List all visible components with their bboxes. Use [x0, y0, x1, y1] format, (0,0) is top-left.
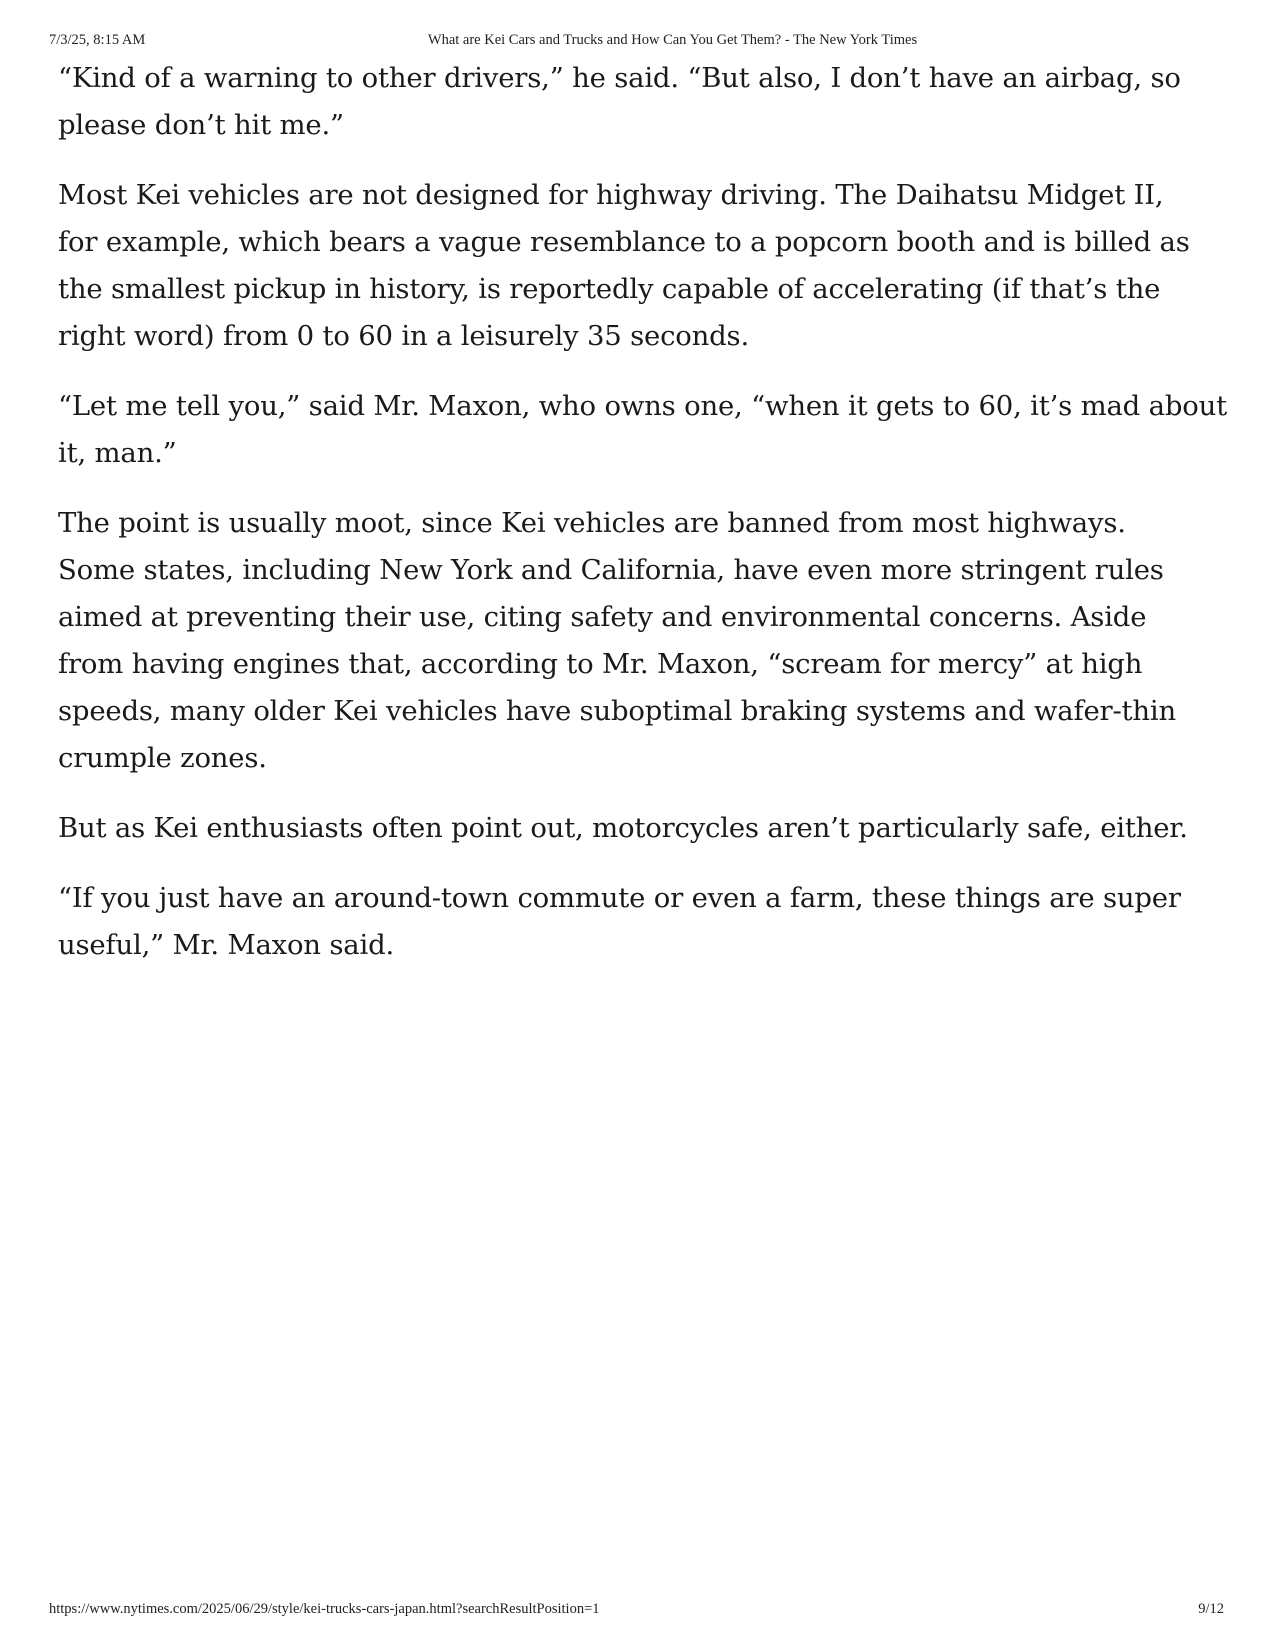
article-paragraph: Most Kei vehicles are not designed for highway driving. The Daihatsu Midget II, for example, which bears a vague resemblance to a popcorn booth and is billed as the smallest pickup in history, is reportedly capable of accelerating (if that’s the right word) from 0 to 60 in a leisurely 35 seconds.	[58, 179, 1190, 352]
article-body	[58, 55, 1233, 992]
print-header	[49, 32, 1226, 52]
print-date: 7/3/25, 8:15 AM	[49, 32, 146, 48]
article-paragraph: But as Kei enthusiasts often point out, motorcycles aren’t particularly safe, either.	[58, 812, 1188, 844]
article-paragraph: “If you just have an around-town commute or even a farm, these things are super useful,” Mr. Maxon said.	[58, 882, 1181, 961]
article-paragraph: “Let me tell you,” said Mr. Maxon, who owns one, “when it gets to 60, it’s mad about it, man.”	[58, 390, 1227, 469]
article-paragraph: The point is usually moot, since Kei vehicles are banned from most highways. Some states, including New York and California, have even more stringent rules aimed at preventing their use, citing safety and environmental concerns. Aside from having engines that, according to Mr. Maxon, “scream for mercy” at high speeds, many older Kei vehicles have suboptimal braking systems and wafer-thin crumple zones.	[58, 507, 1177, 774]
article-paragraph: “Kind of a warning to other drivers,” he said. “But also, I don’t have an airbag, so please don’t hit me.”	[58, 62, 1181, 141]
print-footer	[49, 1601, 1226, 1621]
page-title: What are Kei Cars and Trucks and How Can You Get Them? - The New York Times	[427, 32, 918, 48]
page-number: 9/12	[1198, 1601, 1224, 1617]
page-url[interactable]: https://www.nytimes.com/2025/06/29/style/kei-trucks-cars-japan.html?searchResultPosition=1	[49, 1601, 600, 1617]
